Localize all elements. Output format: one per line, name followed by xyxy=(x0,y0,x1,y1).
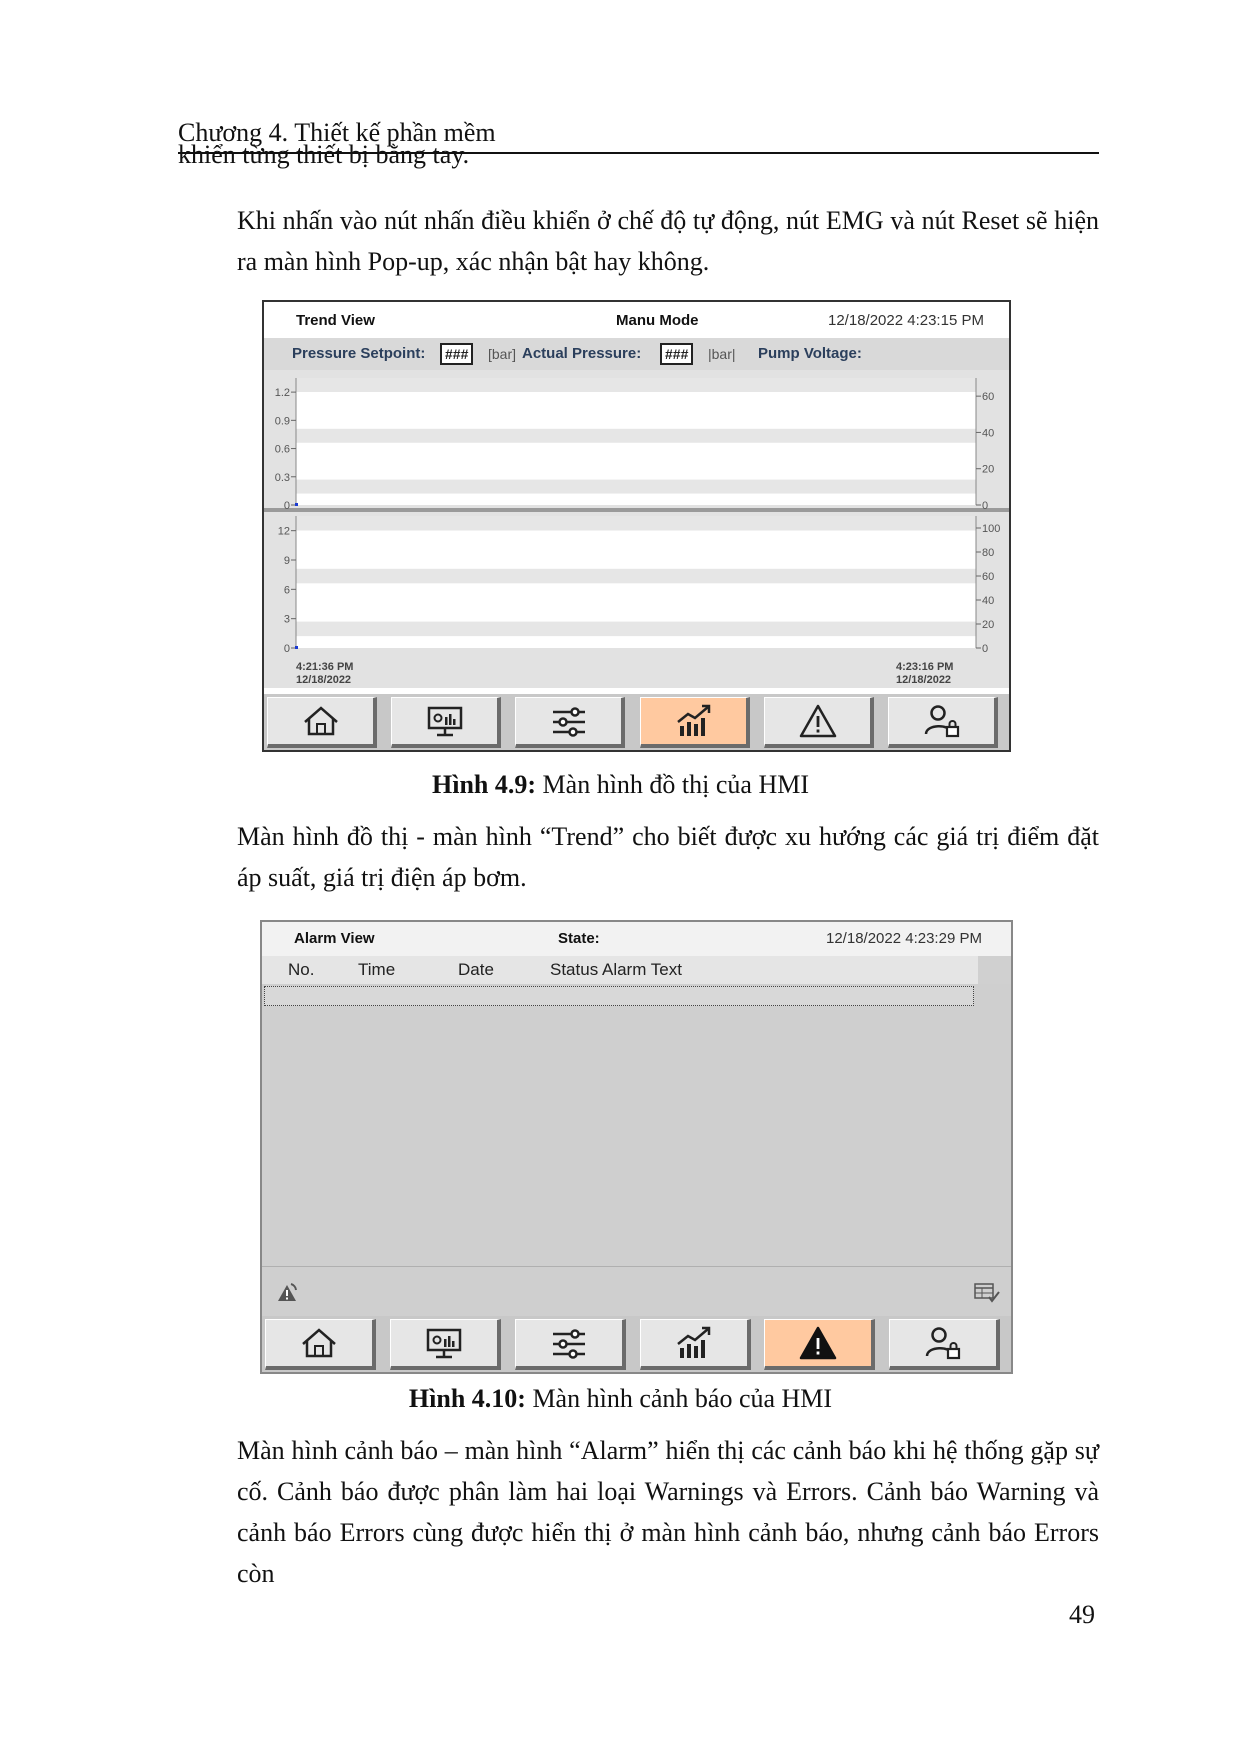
actual-pressure-unit: |bar| xyxy=(708,346,736,362)
figure-4-10-label: Hình 4.10: xyxy=(408,1384,526,1413)
datetime: 12/18/2022 4:23:15 PM xyxy=(828,312,984,329)
right-tick-label: 0 xyxy=(982,500,989,512)
grid-band xyxy=(296,378,976,392)
origin-marker xyxy=(295,503,298,506)
col-status-alarm-text[interactable]: Status Alarm Text xyxy=(550,960,682,979)
actual-pressure-label: Actual Pressure: xyxy=(522,345,642,362)
x-start-date: 12/18/2022 xyxy=(296,674,352,686)
warning-outline-icon xyxy=(798,702,838,740)
sliders-icon xyxy=(549,702,589,740)
acknowledge-alarm-icon[interactable] xyxy=(276,1282,298,1304)
paragraph-alarm xyxy=(178,1430,1099,1594)
monitor-chart-icon xyxy=(424,1324,464,1362)
running-head: Chương 4. Thiết kế phần mềm xyxy=(178,118,496,147)
paragraph-continuation: khiển từng thiết bị bằng tay. xyxy=(178,140,470,169)
trend-button[interactable] xyxy=(640,1319,751,1370)
origin-marker xyxy=(295,646,298,649)
alarm-toolbar xyxy=(262,1266,1011,1316)
selected-empty-row[interactable] xyxy=(264,986,974,1006)
right-tick-label: 60 xyxy=(982,571,995,583)
paragraph-popup-text: Khi nhấn vào nút nhấn điều khiển ở chế độ tự động, nút EMG và nút Reset sẽ hiện ra màn hình Pop-up, xác nhận bật hay không. xyxy=(237,206,1099,276)
home-icon xyxy=(301,702,341,740)
state-label: State: xyxy=(558,930,600,947)
pressure-setpoint-label: Pressure Setpoint: xyxy=(292,345,426,362)
grid-band xyxy=(296,622,976,637)
screens-button[interactable] xyxy=(391,697,501,748)
trend-title: Trend View xyxy=(296,312,375,329)
grid-band xyxy=(296,429,976,443)
pressure-setpoint-unit: [bar] xyxy=(488,346,517,362)
datetime: 12/18/2022 4:23:29 PM xyxy=(826,930,982,947)
left-tick-label: 0.6 xyxy=(274,443,290,456)
grid-band xyxy=(296,480,976,494)
pump-voltage-label: Pump Voltage: xyxy=(758,345,862,362)
alarm-button[interactable] xyxy=(764,697,874,748)
actual-pressure-field: ### xyxy=(660,343,693,365)
alarm-title: Alarm View xyxy=(294,930,375,947)
x-end-time: 4:23:16 PM xyxy=(896,661,954,673)
x-end-date: 12/18/2022 xyxy=(896,674,952,686)
page-number: 49 xyxy=(1069,1600,1095,1629)
figure-4-9-caption xyxy=(0,770,1241,800)
figure-4-9-title: Màn hình đồ thị của HMI xyxy=(536,770,809,799)
alarm-nav-bar xyxy=(262,1316,1011,1372)
grid-band xyxy=(296,516,976,531)
trend-chart xyxy=(264,370,1009,688)
right-tick-label: 0 xyxy=(982,643,989,655)
figure-4-10-title: Màn hình cảnh báo của HMI xyxy=(525,1384,833,1413)
home-button[interactable] xyxy=(265,1319,376,1370)
warning-filled-icon xyxy=(798,1324,838,1362)
trend-button[interactable] xyxy=(640,697,750,748)
right-tick-label: 20 xyxy=(982,619,995,631)
lower-plot-area xyxy=(296,516,976,648)
figure-4-9-label: Hình 4.9: xyxy=(432,770,537,799)
mode-label: Manu Mode xyxy=(616,312,699,329)
left-tick-label: 3 xyxy=(283,613,290,626)
left-tick-label: 0.9 xyxy=(274,415,290,428)
alarm-button[interactable] xyxy=(764,1319,875,1370)
sliders-icon xyxy=(549,1324,589,1362)
alarm-header xyxy=(262,922,1011,956)
settings-button[interactable] xyxy=(515,697,625,748)
trend-chart-icon xyxy=(674,702,714,740)
paragraph-alarm-text: Màn hình cảnh báo – màn hình “Alarm” hiển thị các cảnh báo khi hệ thống gặp sự cố. Cảnh báo được phân làm hai loại Warnings và Errors. Cảnh báo Warning và cảnh báo Errors cùng được hiển thị ở màn hình cảnh báo, nhưng cảnh báo Errors còn xyxy=(237,1436,1099,1588)
left-tick-label: 0 xyxy=(283,643,290,655)
left-tick-label: 0.3 xyxy=(274,471,290,484)
monitor-chart-icon xyxy=(425,702,465,740)
left-tick-label: 9 xyxy=(283,555,290,567)
right-tick-label: 80 xyxy=(982,547,995,559)
settings-button[interactable] xyxy=(515,1319,626,1370)
right-tick-label: 20 xyxy=(982,463,995,476)
left-tick-label: 0 xyxy=(283,500,290,512)
col-time[interactable]: Time xyxy=(358,960,396,979)
col-no[interactable]: No. xyxy=(288,960,315,979)
home-icon xyxy=(299,1324,339,1362)
figure-4-10-caption xyxy=(0,1384,1241,1414)
right-tick-label: 40 xyxy=(982,427,995,440)
right-tick-label: 40 xyxy=(982,595,995,607)
trend-readout-bar xyxy=(264,338,1009,370)
upper-plot-area xyxy=(296,378,976,505)
alarm-view-screen xyxy=(260,920,1013,1374)
paragraph-popup xyxy=(178,200,1099,282)
alarm-table-header xyxy=(262,956,1011,984)
home-button[interactable] xyxy=(267,697,377,748)
right-tick-label: 100 xyxy=(982,523,1001,535)
trend-header xyxy=(264,302,1009,338)
x-start-time: 4:21:36 PM xyxy=(296,661,354,673)
alarm-table-settings-icon[interactable] xyxy=(974,1283,1000,1303)
table-scrollbar-cap xyxy=(978,956,1011,984)
right-tick-label: 60 xyxy=(982,391,995,404)
grid-band xyxy=(296,569,976,584)
left-tick-label: 1.2 xyxy=(274,387,290,400)
screens-button[interactable] xyxy=(390,1319,501,1370)
user-button[interactable] xyxy=(888,697,998,748)
user-lock-icon xyxy=(923,1324,963,1362)
trend-view-screen xyxy=(262,300,1011,752)
paragraph-trend xyxy=(178,816,1099,898)
pressure-setpoint-field[interactable]: ### xyxy=(440,343,473,365)
user-lock-icon xyxy=(922,702,962,740)
alarm-table-body[interactable] xyxy=(262,984,1011,1266)
col-date[interactable]: Date xyxy=(458,960,494,979)
paragraph-trend-text: Màn hình đồ thị - màn hình “Trend” cho biết được xu hướng các giá trị điểm đặt áp suất, giá trị điện áp bơm. xyxy=(237,822,1099,892)
left-tick-label: 6 xyxy=(283,584,290,597)
user-button[interactable] xyxy=(889,1319,1000,1370)
trend-chart-icon xyxy=(674,1324,714,1362)
trend-nav-bar xyxy=(264,694,1009,750)
left-tick-label: 12 xyxy=(277,525,290,538)
